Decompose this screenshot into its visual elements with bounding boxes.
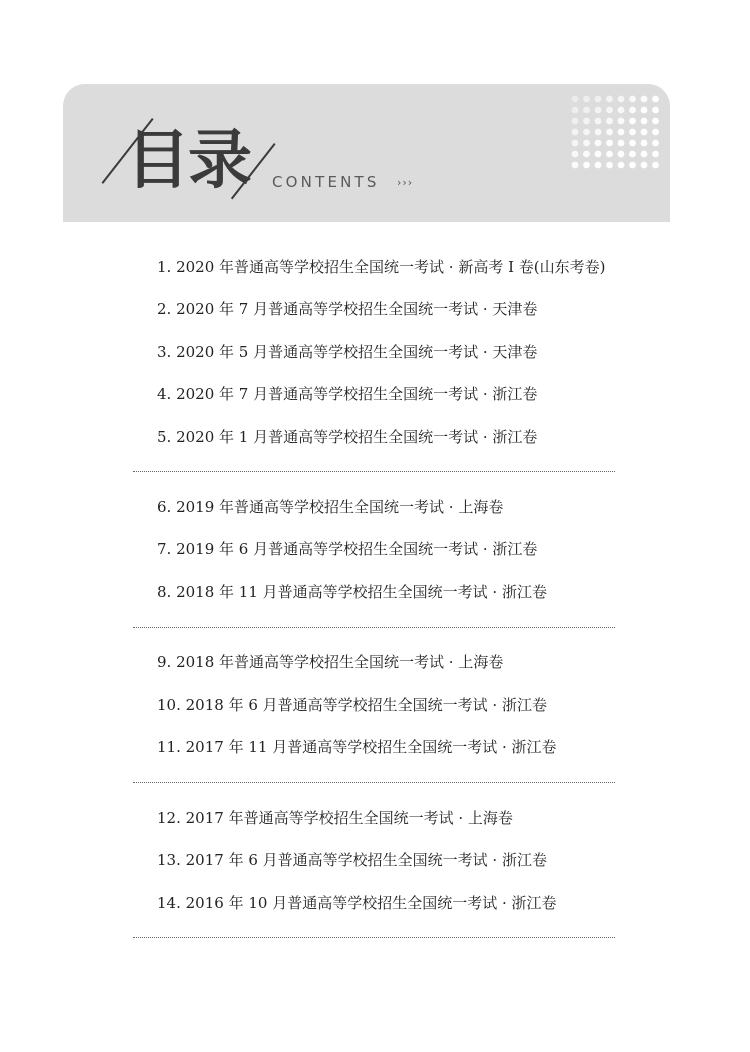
group-divider	[133, 937, 615, 938]
toc-entry: 3. 2020 年 5 月普通高等学校招生全国统一考试 · 天津卷	[157, 343, 538, 361]
page-subtitle: CONTENTS	[272, 173, 380, 191]
toc-entry: 9. 2018 年普通高等学校招生全国统一考试 · 上海卷	[157, 653, 504, 671]
toc-entry: 6. 2019 年普通高等学校招生全国统一考试 · 上海卷	[157, 498, 504, 516]
toc-entry: 1. 2020 年普通高等学校招生全国统一考试 · 新高考 Ⅰ 卷(山东考卷)	[157, 258, 606, 276]
toc-entry: 11. 2017 年 11 月普通高等学校招生全国统一考试 · 浙江卷	[157, 738, 557, 756]
group-divider	[133, 627, 615, 628]
toc-entry: 8. 2018 年 11 月普通高等学校招生全国统一考试 · 浙江卷	[157, 583, 547, 601]
page-title: 目录	[126, 124, 250, 198]
toc-entry: 7. 2019 年 6 月普通高等学校招生全国统一考试 · 浙江卷	[157, 540, 538, 558]
decorative-dot-grid	[570, 94, 662, 172]
arrows-icon: ›››	[397, 176, 414, 189]
toc-entry: 4. 2020 年 7 月普通高等学校招生全国统一考试 · 浙江卷	[157, 385, 538, 403]
group-divider	[133, 471, 615, 472]
toc-entry: 5. 2020 年 1 月普通高等学校招生全国统一考试 · 浙江卷	[157, 428, 538, 446]
toc-entry: 12. 2017 年普通高等学校招生全国统一考试 · 上海卷	[157, 809, 513, 827]
toc-entry: 10. 2018 年 6 月普通高等学校招生全国统一考试 · 浙江卷	[157, 696, 547, 714]
toc-entry: 14. 2016 年 10 月普通高等学校招生全国统一考试 · 浙江卷	[157, 894, 557, 912]
toc-entry: 13. 2017 年 6 月普通高等学校招生全国统一考试 · 浙江卷	[157, 851, 547, 869]
group-divider	[133, 782, 615, 783]
toc-entry: 2. 2020 年 7 月普通高等学校招生全国统一考试 · 天津卷	[157, 300, 538, 318]
